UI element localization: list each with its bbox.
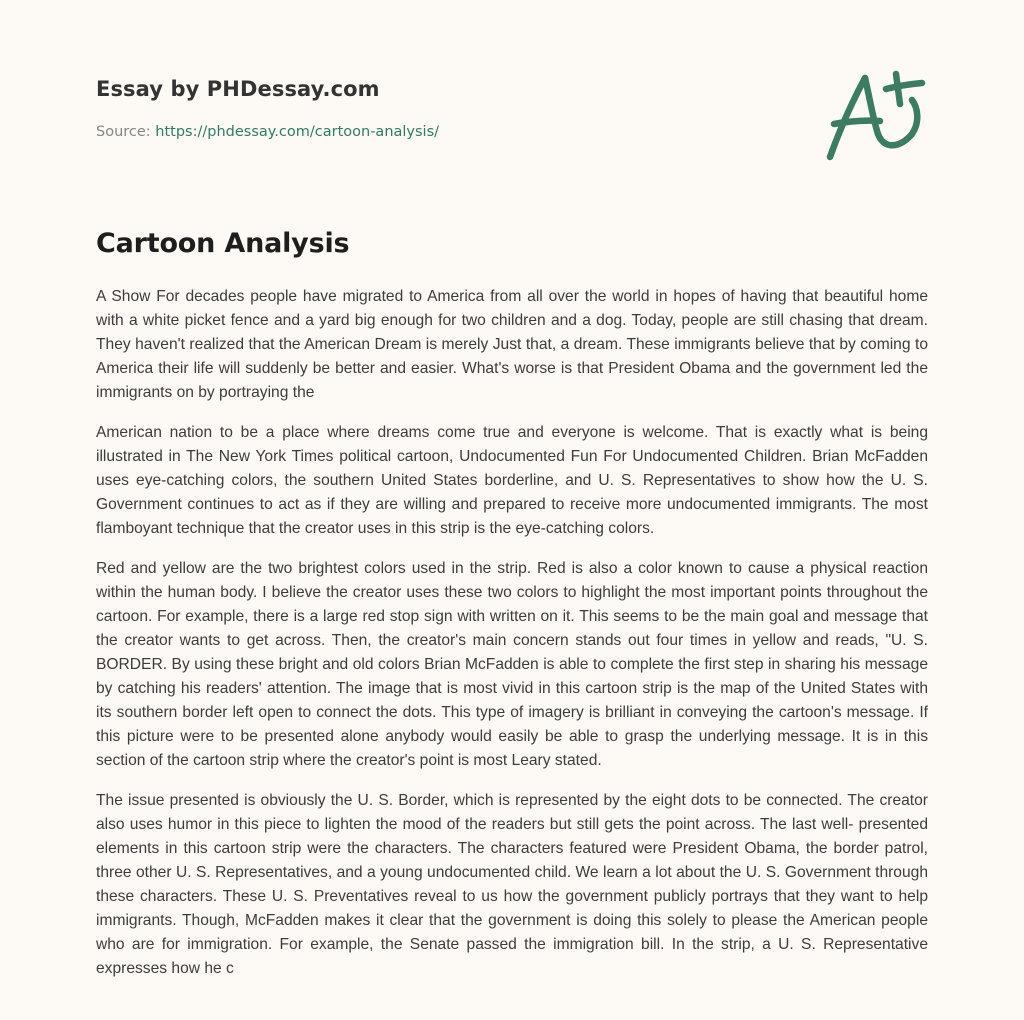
source-line	[96, 122, 796, 142]
essay-paragraph: The issue presented is obviously the U. S. Border, which is represented by the eight dots to be connected. The creator also uses humor in this piece to lighten the mood of the readers but still gets the point across. The last well- presented elements in this cartoon strip were the characters. The characters featured were President Obama, the border patrol, three other U. S. Representatives, and a young undocumented child. We learn a lot about the U. S. Government through these characters. These U. S. Preventatives reveal to us how the government publicly portrays that they want to help immigrants. Though, McFadden makes it clear that the government is doing this solely to please the American people who are for immigration. For example, the Senate passed the immigration bill. In the strip, a U. S. Representative expresses how he c	[96, 792, 928, 977]
source-link[interactable]: https://phdessay.com/cartoon-analysis/	[155, 124, 440, 140]
essay-body	[96, 285, 928, 997]
essay-header	[96, 74, 796, 142]
site-title: Essay by PHDessay.com	[96, 77, 380, 101]
essay-paragraph: Red and yellow are the two brightest colors used in the strip. Red is also a color known to cause a physical reaction within the human body. I believe the creator uses these two colors to highlight the most important points throughout the cartoon. For example, there is a large red stop sign with written on it. This seems to be the main goal and message that the creator wants to get across. Then, the creator's main concern stands out four times in yellow and reads, "U. S. BORDER. By using these bright and old colors Brian McFadden is able to complete the first step in sharing his message by catching his readers' attention. The image that is most vivid in this cartoon strip is the map of the United States with its southern border left open to connect the dots. This type of imagery is brilliant in conveying the cartoon's message. If this picture were to be presented alone anybody would easily be able to grasp the underlying message. It is in this section of the cartoon strip where the creator's point is most Leary stated.	[96, 560, 928, 769]
essay-paragraph: A Show For decades people have migrated to America from all over the world in hopes of having that beautiful home with a white picket fence and a yard big enough for two children and a dog. Today, people are still chasing that dream. They haven't realized that the American Dream is merely Just that, a dream. These immigrants believe that by coming to America their life will suddenly be better and easier. What's worse is that President Obama and the government led the immigrants on by portraying the	[96, 288, 928, 401]
source-label: Source:	[96, 124, 156, 140]
essay-paragraph: American nation to be a place where dreams come true and everyone is welcome. That is exactly what is being illustrated in The New York Times political cartoon, Undocumented Fun For Undocumented Children. Brian McFadden uses eye-catching colors, the southern United States borderline, and U. S. Representatives to show how the U. S. Government continues to act as if they are willing and prepared to receive more undocumented immigrants. The most flamboyant technique that the creator uses in this strip is the eye-catching colors.	[96, 424, 928, 537]
page-title: Cartoon Analysis	[96, 228, 350, 259]
a-plus-grade-icon	[820, 64, 930, 169]
